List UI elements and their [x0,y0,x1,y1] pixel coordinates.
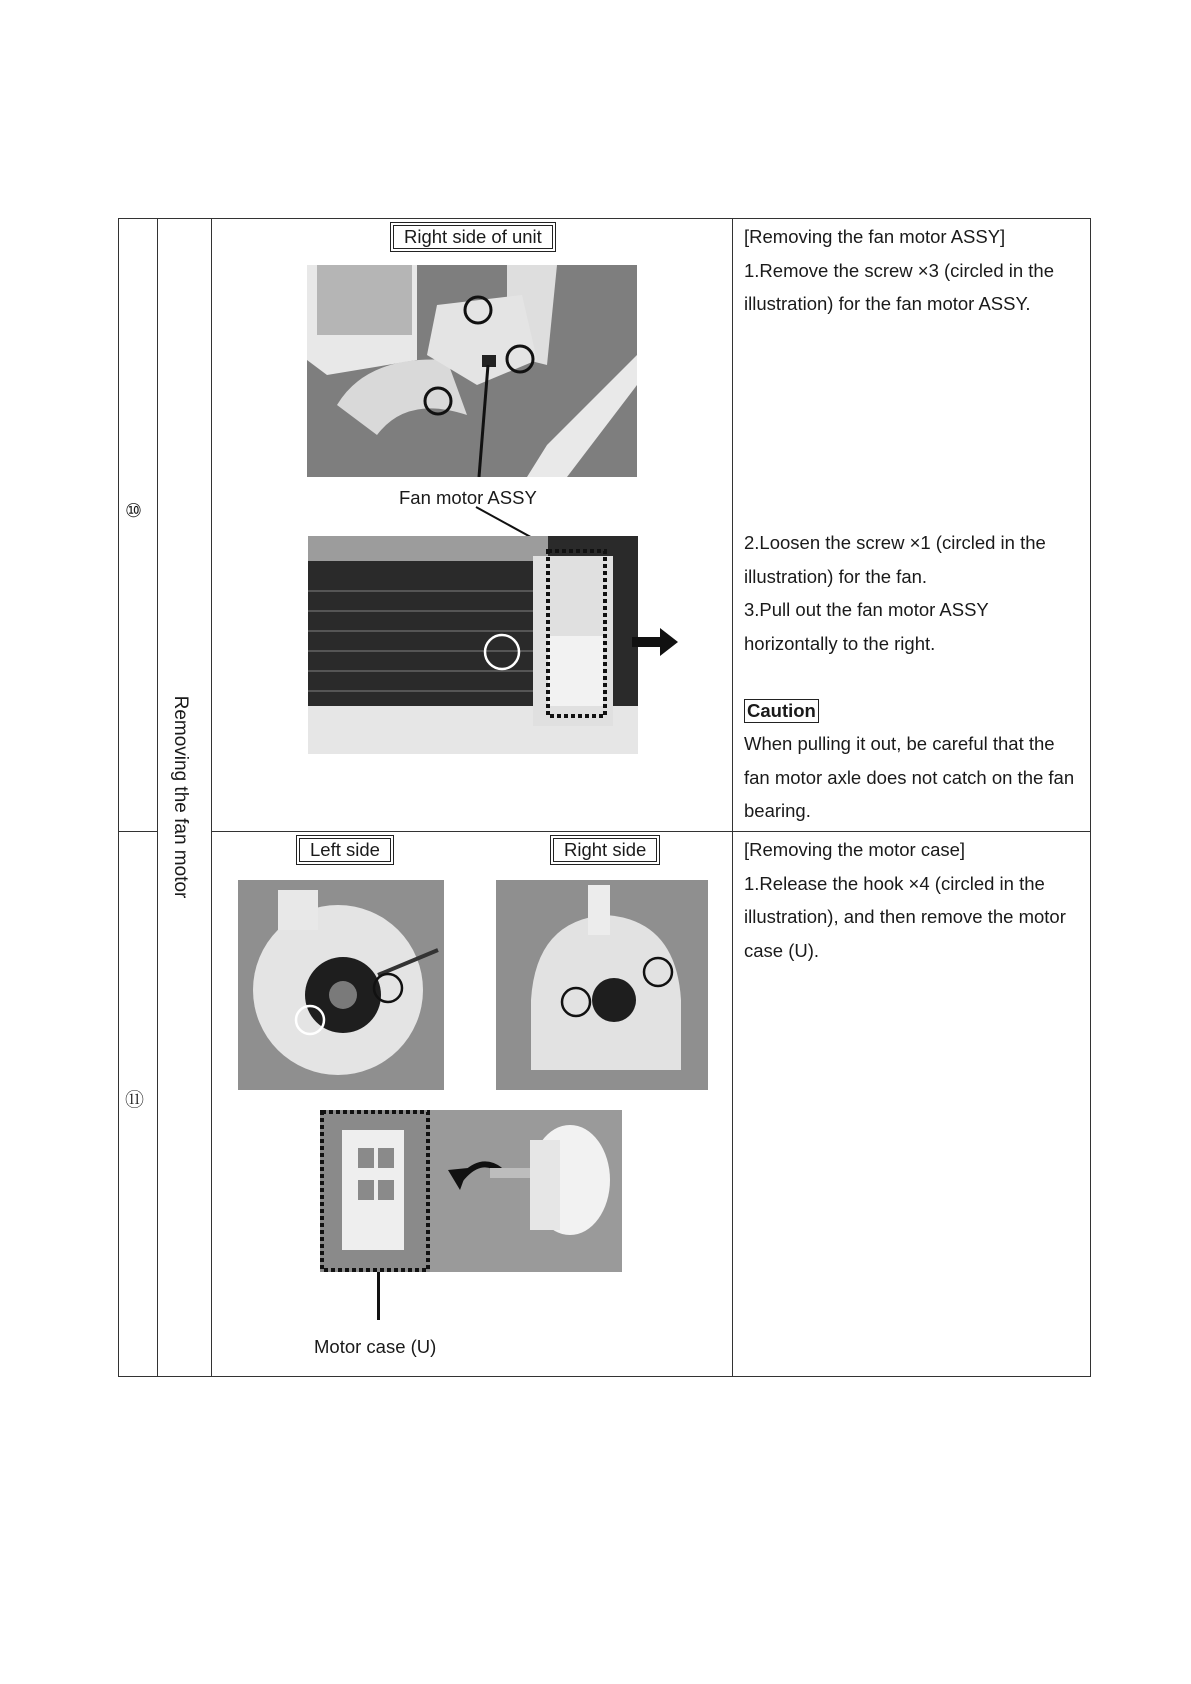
step11-instructions [744,833,1084,967]
step10-instructions-bottom [744,526,1084,828]
table-col-divider-3 [732,218,733,1377]
table-border-top [119,218,1090,219]
step10-instruction-1: 1.Remove the screw ×3 (circled in the illustration) for the fan motor ASSY. [744,259,1055,314]
right-side-text: Right side [553,838,657,862]
table-col-divider-2 [211,218,212,1377]
arrow-right-icon [632,628,678,656]
photo-fan-motor-front [308,536,638,754]
caution-badge: Caution [744,699,819,723]
fan-motor-assy-label: Fan motor ASSY [399,487,537,508]
table-col-divider-1 [157,218,158,1377]
caution-text: When pulling it out, be careful that the fan motor axle does not catch on the fan bearing. [744,733,1075,821]
step10-instructions-top [744,220,1084,321]
row-divider-left [119,831,157,832]
table-border-left [118,218,119,1377]
step11-heading: [Removing the motor case] [744,839,966,860]
step-number-10: ⑩ [125,500,143,522]
photo-motor-right-side [496,880,708,1090]
right-side-of-unit-text: Right side of unit [393,225,553,249]
row-divider-right [211,831,1090,832]
photo-motor-case-removal [320,1110,622,1272]
table-border-bottom [119,1376,1090,1377]
left-side-label [296,835,394,865]
step-number-11: ⑪ [125,1089,145,1111]
step10-instruction-2: 2.Loosen the screw ×1 (circled in the illustration) for the fan. [744,532,1046,587]
step10-instruction-3: 3.Pull out the fan motor ASSY horizontally to the right. [744,599,989,654]
left-side-text: Left side [299,838,391,862]
callout-line-motor-case [377,1272,380,1320]
section-title: Removing the fan motor [170,695,191,899]
photo-fan-motor-top [307,265,637,477]
table-border-right [1090,218,1091,1377]
right-side-of-unit-label [390,222,556,252]
right-side-label [550,835,660,865]
step11-instruction-1: 1.Release the hook ×4 (circled in the illustration), and then remove the motor case (U). [744,872,1066,961]
step10-heading: [Removing the fan motor ASSY] [744,226,1006,247]
motor-case-label: Motor case (U) [314,1336,437,1357]
photo-motor-left-side [238,880,444,1090]
